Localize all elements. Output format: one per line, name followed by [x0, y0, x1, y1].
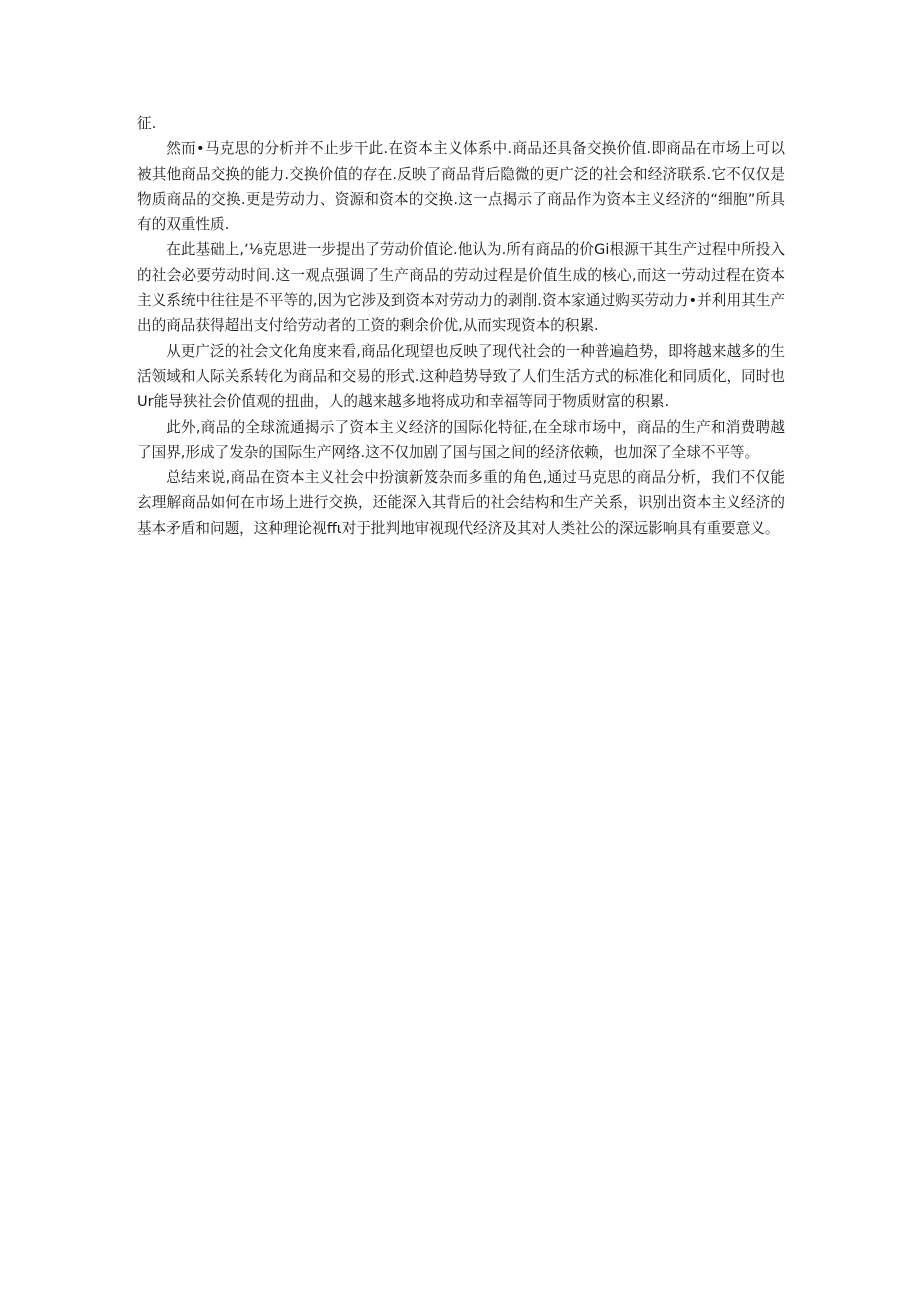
document-body [137, 111, 785, 541]
paragraph-labor-theory: 在此基础上,ʼ⅛克思进一步提出了劳动价值论.他认为.所有商品的价Gi根源干其生产过程中所投入的社会必要劳动时间.这一观点强调了生产商品的劳动过程是价值生成的核心,而这一劳动过程在资本主义系统中往往是不平等的,因为它涉及到资本对劳动力的剥削.资本家通过购买劳动力•并利用其生产出的商品获得超出支付给劳动者的工资的剩余价优,从而实现资本的积累. [137, 241, 785, 335]
paragraph-exchange-value: 然而•马克思的分析并不止步干此.在资本主义体系中.商品还具备交换价值.即商品在市场上可以被其他商品交换的能力.交换价值的存在.反映了商品背后隐微的更广泛的社会和经济联系.它不仅仅是物质商品的交换.更是劳动力、资源和资本的交换.这一点揭示了商品作为资本主义经济的“细胞”所具有的双重性质. [137, 140, 785, 234]
paragraph-commodification: 从更广泛的社会文化角度来看,商品化现望也反映了现代社会的一种普遍趋势，即将越来越多的生活领域和人际关系转化为商品和交易的形式.这种趋势导致了人们生活方式的标准化和同质化，同时也Ur能导狭社会价值观的扭曲，人的越来越多地将成功和幸福等同于物质财富的积累. [137, 342, 785, 411]
paragraph-globalization: 此外,商品的全球流通揭示了资本主义经济的国际化特征,在全球市场中，商品的生产和消费聘越了国界,形成了发杂的国际生产网络.这不仅加剧了国与国之间的经济依赖，也加深了全球不平等。 [137, 418, 785, 461]
paragraph-conclusion: 总结来说,商品在资本主义社会中扮演新笈杂而多重的角色,通过马克思的商品分析，我们不仅能玄理解商品如何在市场上进行交换，还能深入其背后的社会结构和生产关系，识别出资本主义经济的基本矛盾和问题，这种理论视ffι对于批判地审视现代经济及其对人类社公的深远影响具有重要意义。 [137, 469, 785, 537]
paragraph-continuation: 征. [137, 115, 157, 132]
